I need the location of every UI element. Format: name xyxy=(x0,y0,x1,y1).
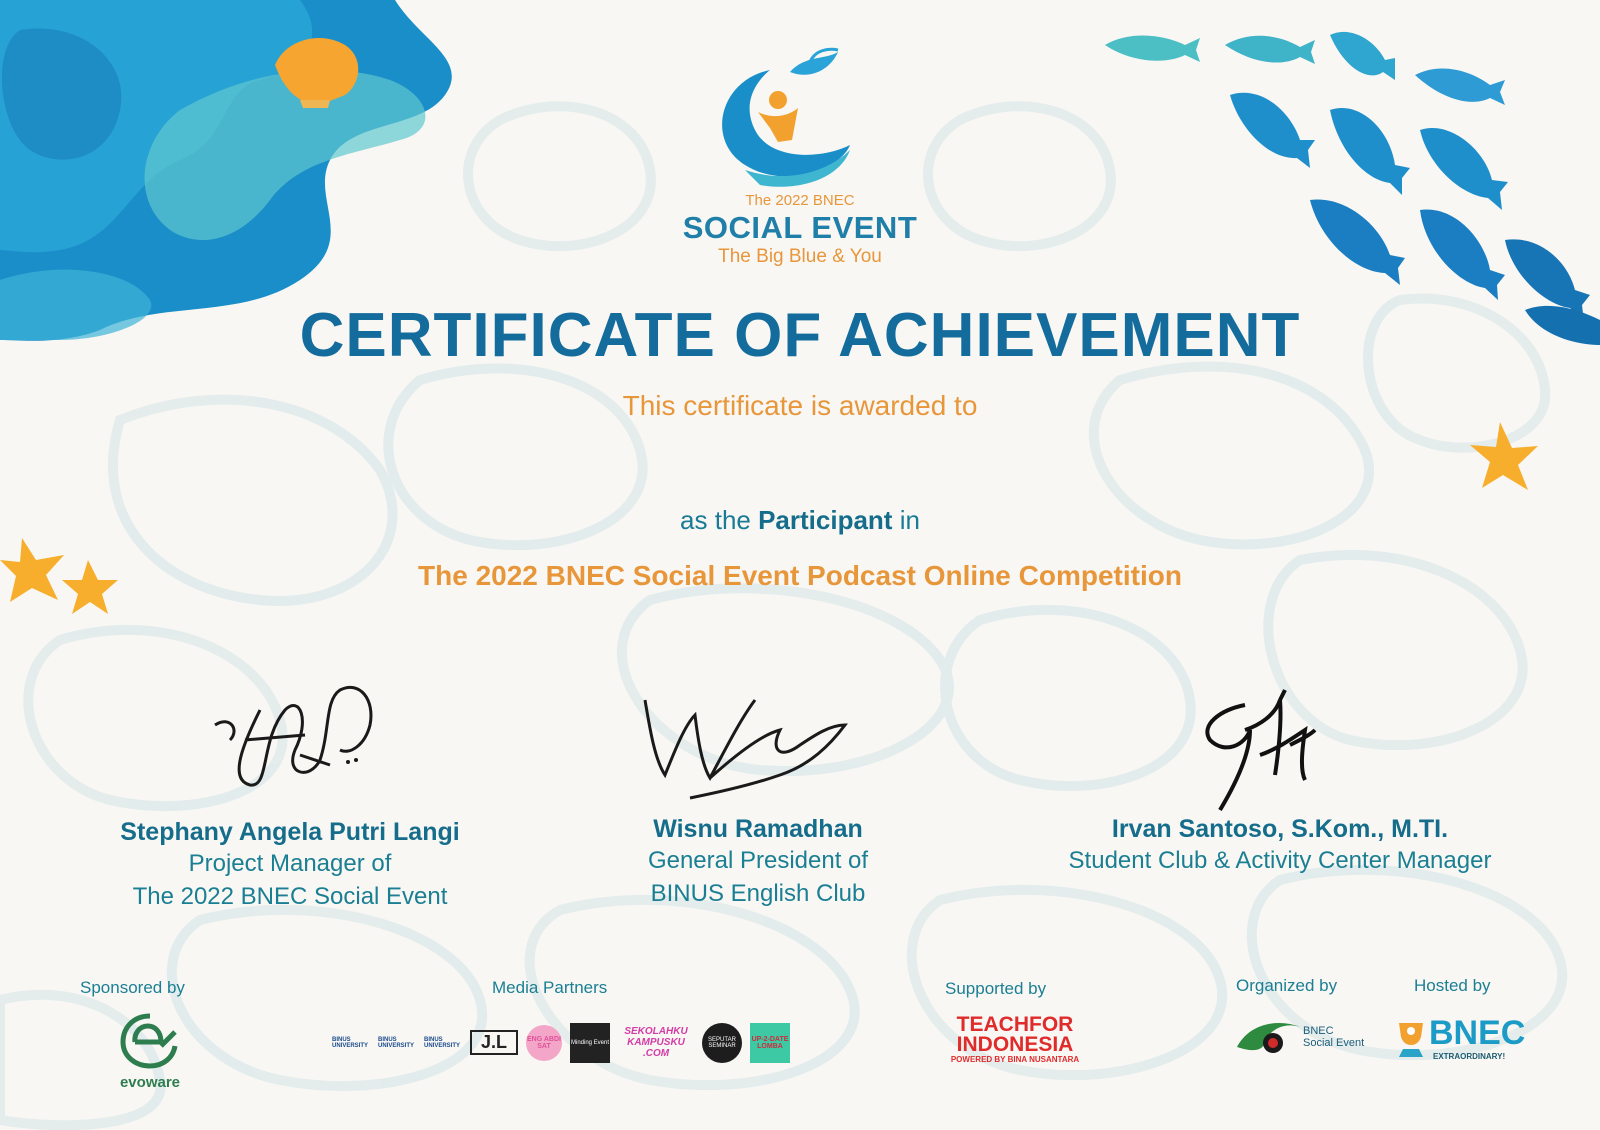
signer-2-title-line1: General President of xyxy=(647,847,869,874)
signer-2-title-line2: BINUS English Club xyxy=(650,880,866,907)
media-partner-3: BINUS UNIVERSITY xyxy=(424,1036,461,1049)
evoware-logo xyxy=(105,1010,195,1100)
signer-2 xyxy=(548,815,968,910)
signature-2 xyxy=(630,690,860,805)
media-partner-5: ENG ABDI SAT xyxy=(526,1025,562,1061)
signer-1-title-line1: Project Manager of xyxy=(188,850,392,877)
bnec-host-logo xyxy=(1393,1015,1528,1065)
logo-tagline: The Big Blue & You xyxy=(718,246,882,267)
media-partner-4: J.L xyxy=(470,1030,518,1055)
awarded-text: This certificate is awarded to xyxy=(622,390,978,421)
media-partner-7: SEKOLAHKU KAMPUSKU .COM xyxy=(624,1026,688,1059)
signature-3 xyxy=(1190,685,1330,815)
sponsor-name: evoware xyxy=(119,1074,181,1091)
as-the-text: as the xyxy=(680,505,751,535)
media-partner-9: UP-2-DATE LOMBA xyxy=(750,1023,790,1063)
media-partners-label: Media Partners xyxy=(492,978,608,997)
organized-label: Organized by xyxy=(1236,976,1338,995)
organizer-line2: Social Event xyxy=(1303,1037,1365,1049)
signer-1-name: Stephany Angela Putri Langi xyxy=(120,818,460,846)
role-line xyxy=(400,505,1200,536)
sponsored-label: Sponsored by xyxy=(80,978,185,997)
host-tagline: EXTRAORDINARY! xyxy=(1433,1052,1506,1061)
bnec-social-event-logo xyxy=(1235,1015,1375,1060)
signer-1 xyxy=(80,818,500,913)
host-name: BNEC xyxy=(1429,1014,1526,1052)
media-partner-8: SEPUTAR SEMINAR xyxy=(702,1023,742,1063)
logo-event-name: SOCIAL EVENT xyxy=(682,210,918,245)
social-event-emblem xyxy=(722,49,850,186)
in-text: in xyxy=(899,505,920,535)
supported-label: Supported by xyxy=(945,979,1047,998)
organizer-line1: BNEC xyxy=(1303,1025,1334,1037)
signer-3 xyxy=(1000,815,1560,877)
teach-for-indonesia-logo xyxy=(940,1015,1090,1064)
certificate-title: CERTIFICATE OF ACHIEVEMENT xyxy=(299,301,1301,370)
logo-year-text: The 2022 BNEC xyxy=(745,192,855,209)
supporter-line1: TEACHFOR xyxy=(956,1013,1074,1036)
signer-3-title-line1: Student Club & Activity Center Manager xyxy=(1068,847,1492,874)
media-partners-row xyxy=(332,1020,792,1065)
hosted-label: Hosted by xyxy=(1414,976,1491,995)
supporter-line3: POWERED BY BINA NUSANTARA xyxy=(950,1055,1080,1064)
eye-icon xyxy=(1235,1017,1305,1057)
organizer-name xyxy=(1303,1025,1364,1049)
signer-2-name: Wisnu Ramadhan xyxy=(653,815,863,843)
signature-1 xyxy=(200,670,410,800)
starfish-left-icon xyxy=(0,538,64,602)
evoware-icon xyxy=(115,1010,185,1072)
trophy-icon xyxy=(1393,1019,1429,1059)
event-name: The 2022 BNEC Social Event Podcast Online Competition xyxy=(418,560,1182,591)
media-partner-6: Minding Event xyxy=(570,1023,610,1063)
signer-3-name: Irvan Santoso, S.Kom., M.TI. xyxy=(1111,815,1449,843)
role-text: Participant xyxy=(758,505,893,535)
media-partner-2: BINUS UNIVERSITY xyxy=(378,1036,415,1049)
signer-1-title-line2: The 2022 BNEC Social Event xyxy=(132,883,448,910)
media-partner-1: BINUS UNIVERSITY xyxy=(332,1036,369,1049)
supporter-line2: INDONESIA xyxy=(956,1033,1074,1056)
